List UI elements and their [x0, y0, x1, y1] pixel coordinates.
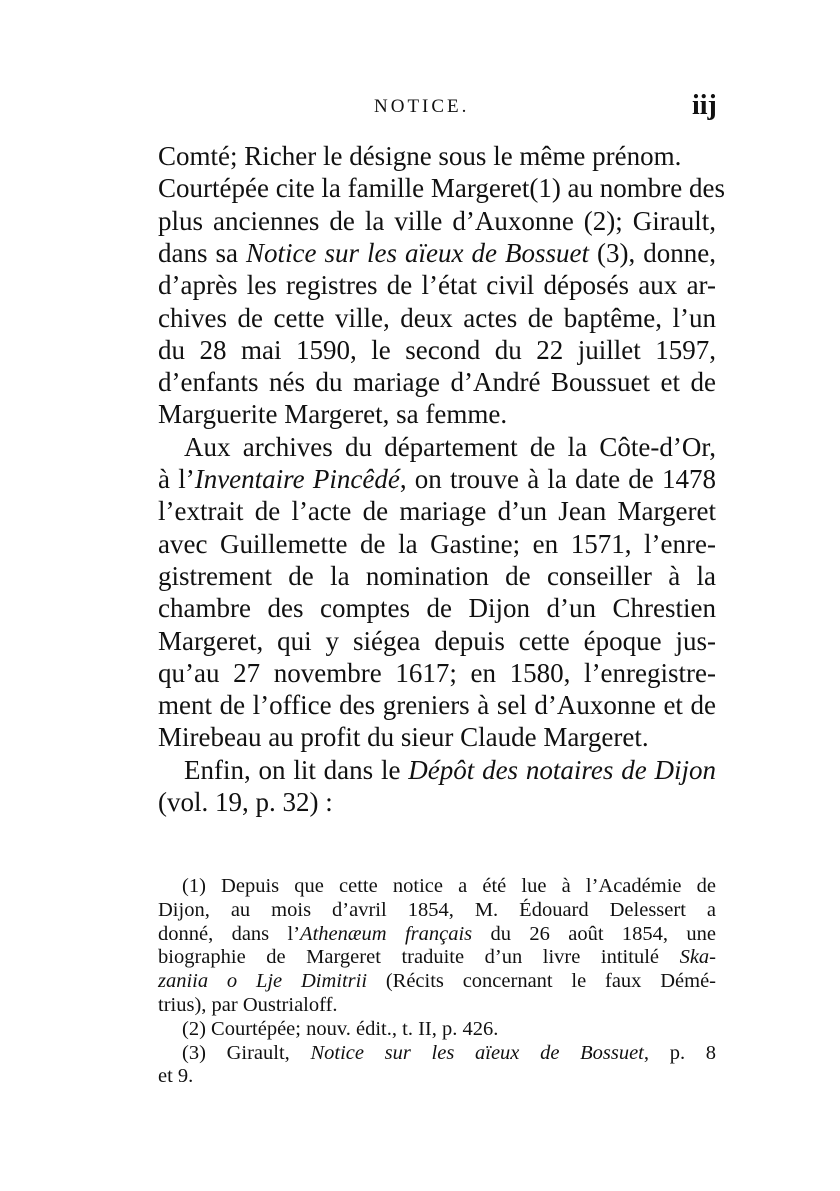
italic-text: Ska- — [679, 946, 716, 969]
text-line — [158, 625, 716, 658]
footnote-line — [158, 969, 716, 993]
text-line — [158, 463, 716, 496]
text-line — [158, 302, 716, 335]
running-header: NOTICE. — [374, 96, 470, 117]
text-line — [158, 237, 716, 270]
text-segment: gistrement de la nomination de conseiller à la — [158, 560, 716, 591]
footnote-line — [158, 993, 716, 1017]
italic-text: Notice sur les aïeux de Bossuet — [246, 237, 590, 268]
text-segment: chives de cette ville, deux actes de baptême, l’un — [158, 302, 716, 333]
text-segment: (2) Courtépée; nouv. édit., t. II, p. 426. — [182, 1017, 499, 1040]
text-line — [158, 495, 716, 528]
text-segment: , p. 8 — [643, 1041, 717, 1064]
footnote-line — [158, 1064, 716, 1088]
text-segment: Dijon, au mois d’avril 1854, M. Édouard Delessert a — [158, 898, 716, 921]
text-segment: biographie de Margeret traduite d’un livre intitulé — [158, 946, 680, 969]
footnote-line — [158, 898, 716, 922]
text-segment: Margeret, qui y siégea depuis cette époque jus- — [158, 625, 716, 656]
text-segment: Marguerite Margeret, sa femme. — [158, 399, 508, 430]
footnote-line — [182, 1017, 716, 1041]
text-line — [158, 657, 716, 690]
text-line — [158, 721, 716, 754]
italic-text: Dépôt des notaires de Dijon — [408, 754, 716, 785]
text-line — [158, 172, 726, 205]
text-segment: qu’au 27 novembre 1617; en 1580, l’enregistre- — [158, 657, 716, 688]
footnote-line — [158, 922, 716, 946]
text-line — [158, 689, 716, 722]
text-segment: l’extrait de l’acte de mariage d’un Jean Margeret — [158, 496, 716, 527]
text-segment: et 9. — [158, 1065, 194, 1088]
text-segment: à l’ — [158, 464, 195, 494]
text-line — [184, 754, 716, 787]
italic-text: Notice sur les aïeux de Bossuet — [310, 1041, 644, 1064]
text-segment: (1) Depuis que cette notice a été lue à l’Académie de — [182, 875, 716, 897]
text-segment: d’enfants nés du mariage d’André Boussuet et de — [158, 367, 716, 398]
text-segment: chambre des comptes de Dijon d’un Chrestien — [158, 593, 716, 624]
footnote-line — [158, 945, 716, 969]
text-line — [158, 786, 716, 819]
text-segment: avec Guillemette de la Gastine; en 1571, l’enre- — [158, 528, 716, 559]
page-number: iij — [692, 90, 717, 121]
text-segment: dans sa — [158, 237, 247, 268]
footnote-line — [182, 1041, 716, 1065]
text-segment: du 28 mai 1590, le second du 22 juillet 1597, — [158, 334, 716, 365]
text-segment: du 26 août 1854, une — [472, 922, 716, 945]
text-segment: plus anciennes de la ville d’Auxonne (2); Girault, — [158, 205, 716, 236]
italic-text: Inventaire Pincêdé — [194, 464, 400, 494]
footnote-line — [182, 874, 716, 898]
text-line — [184, 431, 716, 464]
text-segment: donné, dans l’ — [158, 922, 301, 945]
text-segment: , on trouve à la date de 1478 — [399, 464, 716, 494]
text-segment: Enfin, on lit dans le — [184, 754, 409, 785]
text-line — [158, 269, 716, 302]
text-segment: Courtépée cite la famille Margeret(1) au nombre des — [158, 173, 726, 204]
text-segment: Mirebeau au profit du sieur Claude Margeret. — [158, 722, 649, 753]
text-line — [158, 334, 716, 367]
text-line — [158, 560, 716, 593]
text-line — [158, 366, 716, 399]
text-segment: (Récits concernant le faux Démé- — [367, 970, 716, 993]
text-line — [158, 205, 716, 238]
text-segment: (vol. 19, p. 32) : — [158, 787, 333, 817]
text-line — [158, 398, 716, 431]
text-segment: Aux archives du département de la Côte-d’Or, — [184, 431, 716, 462]
text-segment: (3), donne, — [589, 237, 717, 268]
italic-text: zaniia o Lje Dimitrii — [158, 970, 368, 993]
text-line — [158, 140, 716, 173]
text-segment: d’après les registres de l’état civil déposés aux ar- — [158, 270, 716, 301]
text-line — [158, 592, 716, 625]
text-segment: (3) Girault, — [182, 1041, 311, 1064]
text-line — [158, 528, 716, 561]
text-segment: Comté; Richer le désigne sous le même prénom. — [158, 141, 682, 171]
italic-text: Athenæum français — [300, 922, 473, 945]
text-segment: trius), par Oustrialoff. — [158, 994, 338, 1016]
text-segment: ment de l’office des greniers à sel d’Auxonne et de — [158, 690, 716, 721]
